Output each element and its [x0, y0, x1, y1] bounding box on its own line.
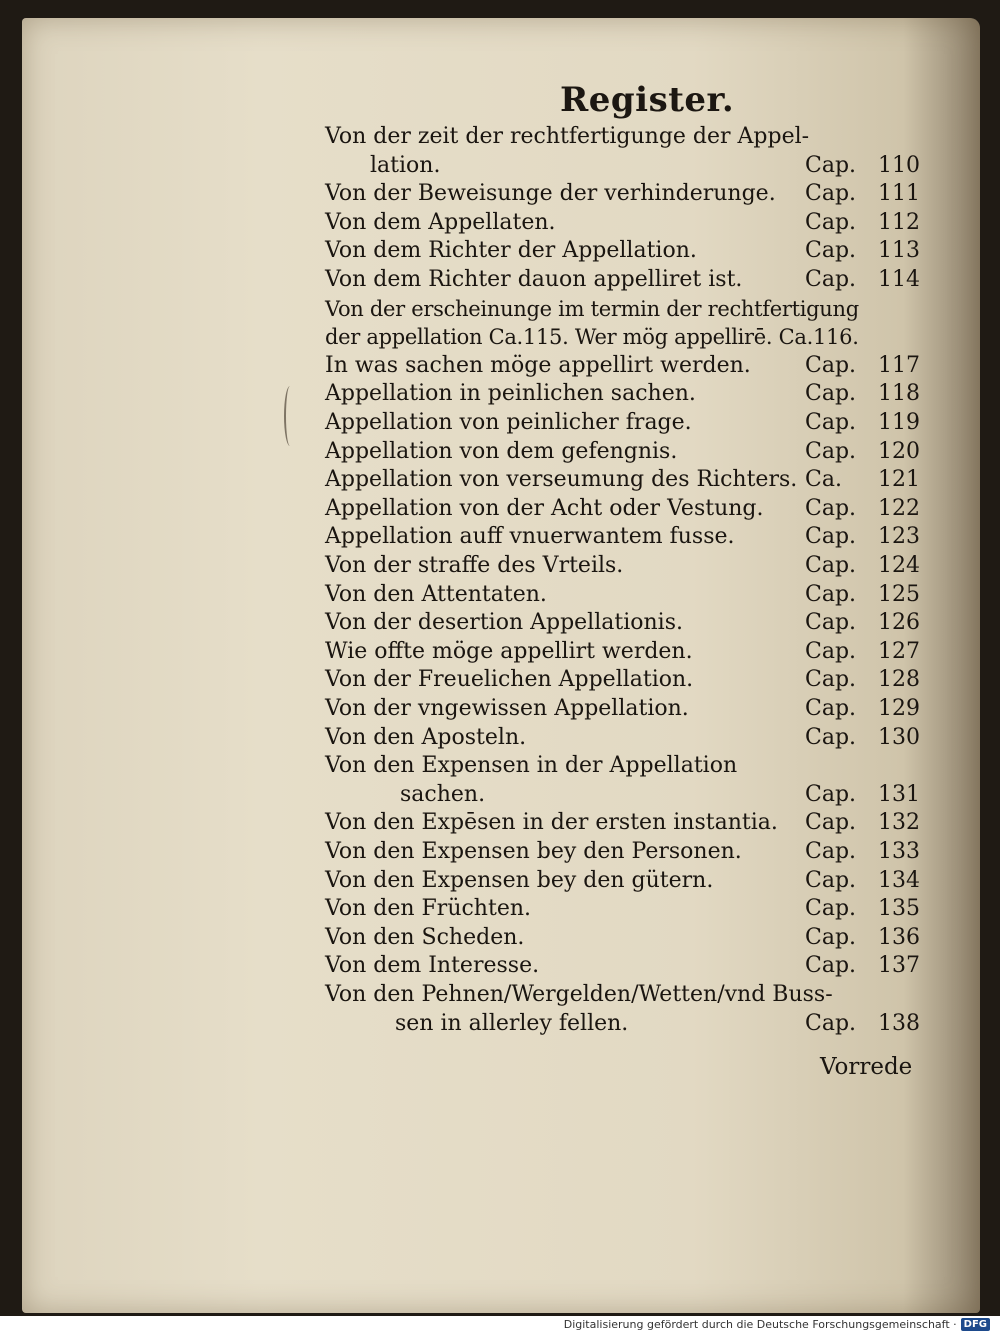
entry-cap-label: Cap. [805, 696, 857, 721]
entry-chapter-number: 110 [878, 152, 920, 178]
entry-title: Von dem Appellaten. [325, 209, 556, 235]
entry-cap-label: Cap. [805, 267, 857, 292]
entry-chapter-number: 128 [878, 667, 920, 693]
entry-chapter-number: 129 [878, 696, 920, 721]
entry-chapter-number: 122 [878, 495, 920, 521]
register-entry [325, 180, 920, 208]
entry-title: der appellation Ca.115. Wer mög appellirē. Ca.116. [325, 325, 859, 350]
register-entry [325, 266, 920, 294]
entry-chapter-number: 138 [878, 1010, 920, 1036]
entry-cap-label: Cap. [805, 1010, 857, 1036]
entry-title: Von der zeit der rechtfertigunge der Appel- [325, 124, 810, 149]
entry-chapter-number: 120 [878, 438, 920, 464]
register-entry [325, 666, 920, 694]
entry-chapter-number: 113 [878, 238, 920, 264]
register-entry [325, 409, 920, 437]
entry-title: Von der vngewissen Appellation. [325, 696, 689, 721]
register-entry [325, 809, 920, 837]
entry-chapter-number: 118 [878, 381, 920, 407]
entry-cap-label: Cap. [805, 352, 857, 378]
register-entry [325, 237, 920, 265]
entry-cap-label: Cap. [805, 209, 857, 235]
entry-chapter-number: 114 [878, 267, 920, 292]
entry-title: Appellation von peinlicher frage. [325, 410, 692, 435]
entry-title: Appellation von dem gefengnis. [325, 438, 678, 464]
entry-chapter-number: 119 [878, 410, 920, 435]
entry-chapter-number: 132 [878, 810, 920, 836]
entry-chapter-number: 111 [878, 181, 920, 207]
register-entry [325, 581, 920, 609]
entry-title: Appellation von der Acht oder Vestung. [325, 495, 764, 521]
entry-chapter-number: 133 [878, 839, 920, 864]
register-entry [325, 895, 920, 923]
register-entry [325, 495, 920, 523]
entry-chapter-number: 117 [878, 352, 920, 378]
entry-title: Von den Expēsen in der ersten instantia. [325, 810, 778, 836]
entry-cap-label: Cap. [805, 781, 857, 807]
register-entry [325, 638, 920, 666]
entry-title: Von der Beweisunge der verhinderunge. [325, 181, 776, 207]
entry-chapter-number: 127 [878, 638, 920, 664]
entry-title: Von der Freuelichen Appellation. [325, 667, 694, 693]
entry-title: sachen. [400, 781, 486, 807]
entry-chapter-number: 134 [878, 867, 920, 893]
entry-cap-label: Cap. [805, 667, 857, 693]
entry-cap-label: Cap. [805, 410, 857, 435]
register-entry [325, 466, 920, 494]
entry-cap-label: Cap. [805, 610, 857, 636]
entry-title: Von dem Richter dauon appelliret ist. [325, 267, 743, 292]
entry-title: Von den Expensen in der Appellation [325, 753, 738, 779]
entry-title: Von der erscheinunge im termin der rechtfertigung [325, 296, 859, 321]
entry-chapter-number: 135 [878, 896, 920, 922]
register-entry [325, 752, 920, 780]
entry-title: Appellation von verseumung des Richters. [325, 467, 798, 493]
entry-cap-label: Cap. [805, 896, 857, 922]
entry-title: In was sachen möge appellirt werden. [325, 352, 751, 378]
entry-title: Von dem Richter der Appellation. [325, 238, 697, 264]
entry-title: Von der straffe des Vrteils. [325, 553, 624, 578]
entry-cap-label: Cap. [805, 553, 857, 578]
entry-title: lation. [370, 152, 441, 178]
register-entry [325, 323, 920, 351]
entry-cap-label: Cap. [805, 953, 857, 979]
register-entry [325, 438, 920, 466]
entry-chapter-number: 124 [878, 553, 920, 578]
page-heading: Register. [560, 80, 735, 120]
entry-title: sen in allerley fellen. [395, 1010, 629, 1036]
register-entry [325, 781, 920, 809]
entry-cap-label: Cap. [805, 152, 857, 178]
entry-cap-label: Cap. [805, 381, 857, 407]
entry-title: Wie offte möge appellirt werden. [325, 638, 693, 664]
entry-cap-label: Cap. [805, 810, 857, 836]
entry-cap-label: Cap. [805, 438, 857, 464]
entry-cap-label: Cap. [805, 839, 857, 864]
entry-cap-label: Cap. [805, 238, 857, 264]
register-entry [325, 838, 920, 866]
entry-title: Von den Expensen bey den gütern. [325, 867, 714, 893]
entry-cap-label: Ca. [805, 467, 842, 493]
register-entry [325, 123, 920, 151]
catchword: Vorrede [820, 1054, 913, 1080]
entry-title: Von den Attentaten. [325, 581, 547, 607]
margin-mark [284, 386, 296, 446]
register-entry [325, 695, 920, 723]
register-entry [325, 924, 920, 952]
footer-text: Digitalisierung gefördert durch die Deutsche Forschungsgemeinschaft · [563, 1318, 957, 1331]
entry-chapter-number: 137 [878, 953, 920, 979]
entry-title: Von der desertion Appellationis. [325, 610, 683, 636]
register-entry [325, 352, 920, 380]
entry-chapter-number: 136 [878, 924, 920, 950]
entry-chapter-number: 121 [878, 467, 920, 493]
register-entry [325, 295, 920, 323]
register-entry [325, 609, 920, 637]
entry-chapter-number: 126 [878, 610, 920, 636]
register-entry [325, 867, 920, 895]
register-entry [325, 380, 920, 408]
entry-cap-label: Cap. [805, 495, 857, 521]
register-entry [325, 209, 920, 237]
entry-cap-label: Cap. [805, 724, 857, 750]
entry-chapter-number: 123 [878, 524, 920, 550]
footer [564, 1316, 990, 1333]
dfg-logo: DFG [961, 1318, 990, 1331]
register-entry [325, 981, 920, 1009]
entry-cap-label: Cap. [805, 581, 857, 607]
register-entry [325, 1010, 920, 1038]
entry-title: Von den Pehnen/Wergelden/Wetten/vnd Buss- [325, 982, 833, 1007]
entry-title: Von dem Interesse. [325, 953, 540, 979]
entry-chapter-number: 130 [878, 724, 920, 750]
entry-title: Von den Expensen bey den Personen. [325, 839, 742, 864]
entry-chapter-number: 112 [878, 209, 920, 235]
entry-title: Appellation in peinlichen sachen. [325, 381, 696, 407]
entry-cap-label: Cap. [805, 924, 857, 950]
entry-title: Von den Aposteln. [325, 724, 527, 750]
entry-cap-label: Cap. [805, 181, 857, 207]
register-entry [325, 523, 920, 551]
register-entry [325, 952, 920, 980]
register-entry [325, 152, 920, 180]
entry-title: Von den Früchten. [325, 896, 532, 922]
entry-cap-label: Cap. [805, 867, 857, 893]
register-entry [325, 552, 920, 580]
register-entry [325, 724, 920, 752]
entry-title: Von den Scheden. [325, 924, 525, 950]
entry-cap-label: Cap. [805, 638, 857, 664]
entry-chapter-number: 125 [878, 581, 920, 607]
entry-title: Appellation auff vnuerwantem fusse. [325, 524, 735, 550]
entry-chapter-number: 131 [878, 781, 920, 807]
entry-cap-label: Cap. [805, 524, 857, 550]
